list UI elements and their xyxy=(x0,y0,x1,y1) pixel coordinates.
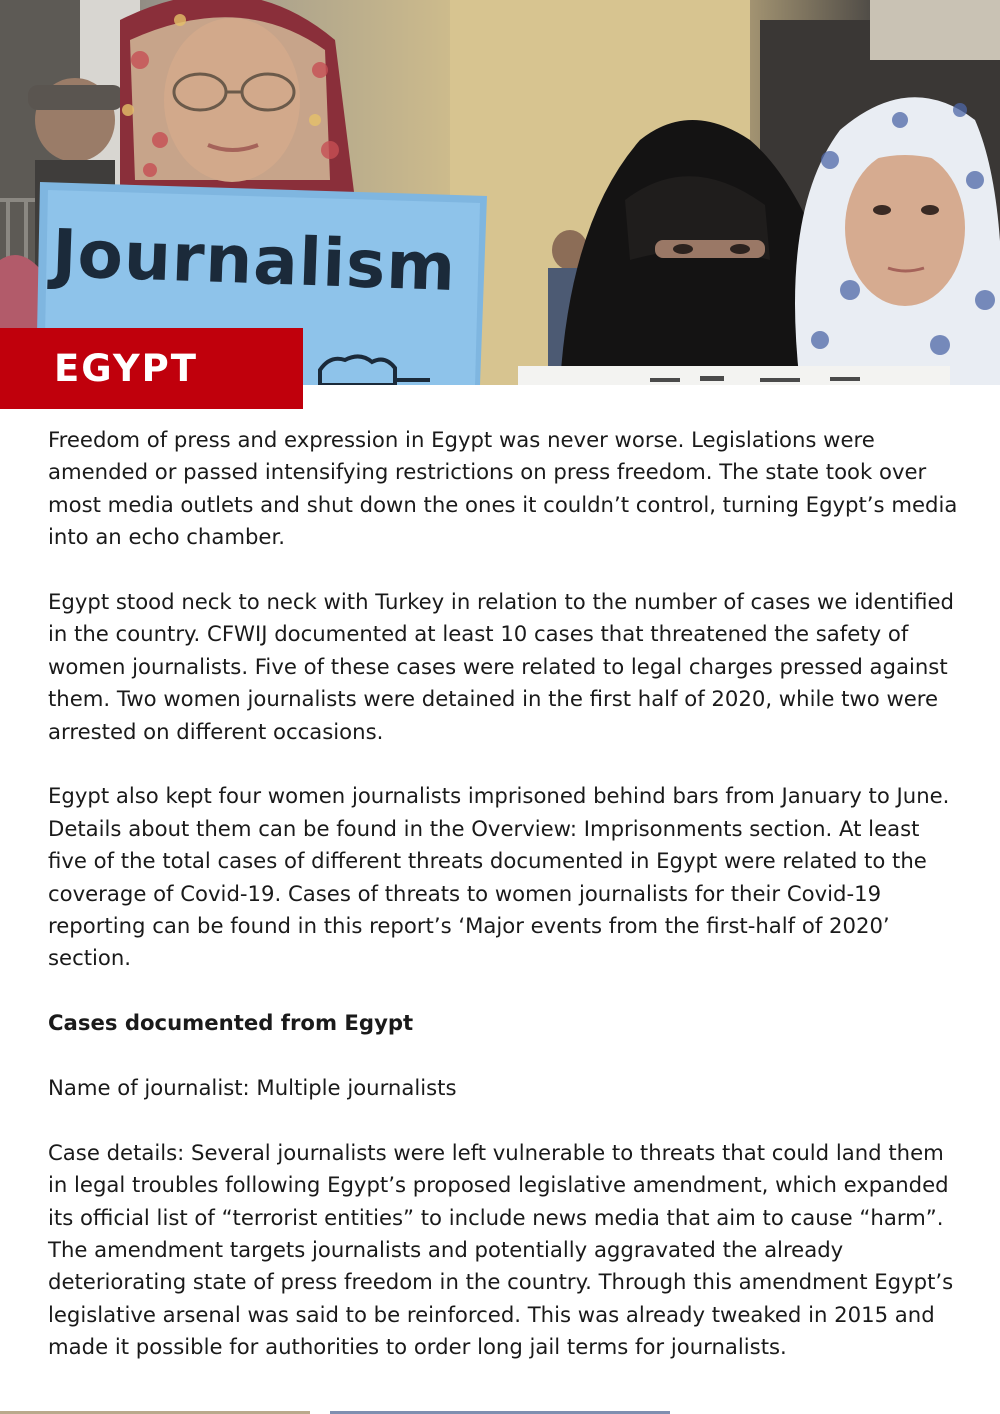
paragraph-press-freedom: Freedom of press and expression in Egypt was never worse. Legislations were amended or passed intensifying restrictions on press freedom. The state took over most media outlets and shut down the ones it couldn’t control, turning Egypt’s media into an echo chamber. xyxy=(48,427,958,550)
protest-sign-text: Journalism xyxy=(50,214,458,307)
country-tag-label: EGYPT xyxy=(54,347,198,390)
journalist-name-line: Name of journalist: Multiple journalists xyxy=(48,1075,457,1101)
cases-heading: Cases documented from Egypt xyxy=(48,1010,414,1036)
paragraph-case-count: Egypt stood neck to neck with Turkey in relation to the number of cases we identified in the country. CFWIJ documented at least 10 cases that threatened the safety of women journalists. Five of these cases were related to legal charges pressed against them. Two women journalists were detained in the first half of 2020, while two were arrested on different occasions. xyxy=(48,589,954,744)
article-body xyxy=(48,424,958,1396)
country-tag xyxy=(0,328,303,409)
paragraph-imprisonments: Egypt also kept four women journalists imprisoned behind bars from January to June. Details about them can be found in the Overview: Imprisonments section. At least five of the total cases of different threats documented in Egypt were related to the coverage of Covid-19. Cases of threats to women journalists for their Covid-19 reporting can be found in this report’s ‘Major events from the first-half of 2020’ section. xyxy=(48,783,950,971)
case-details: Case details: Several journalists were left vulnerable to threats that could land them in legal troubles following Egypt’s proposed legislative amendment, which expanded its official list of “terrorist entities” to include news media that aim to cause “harm”. The amendment targets journalists and potentially aggravated the already deteriorating state of press freedom in the country. Through this amendment Egypt’s legislative arsenal was said to be reinforced. This was already tweaked in 2015 and made it possible for authorities to order long jail terms for journalists. xyxy=(48,1139,954,1360)
